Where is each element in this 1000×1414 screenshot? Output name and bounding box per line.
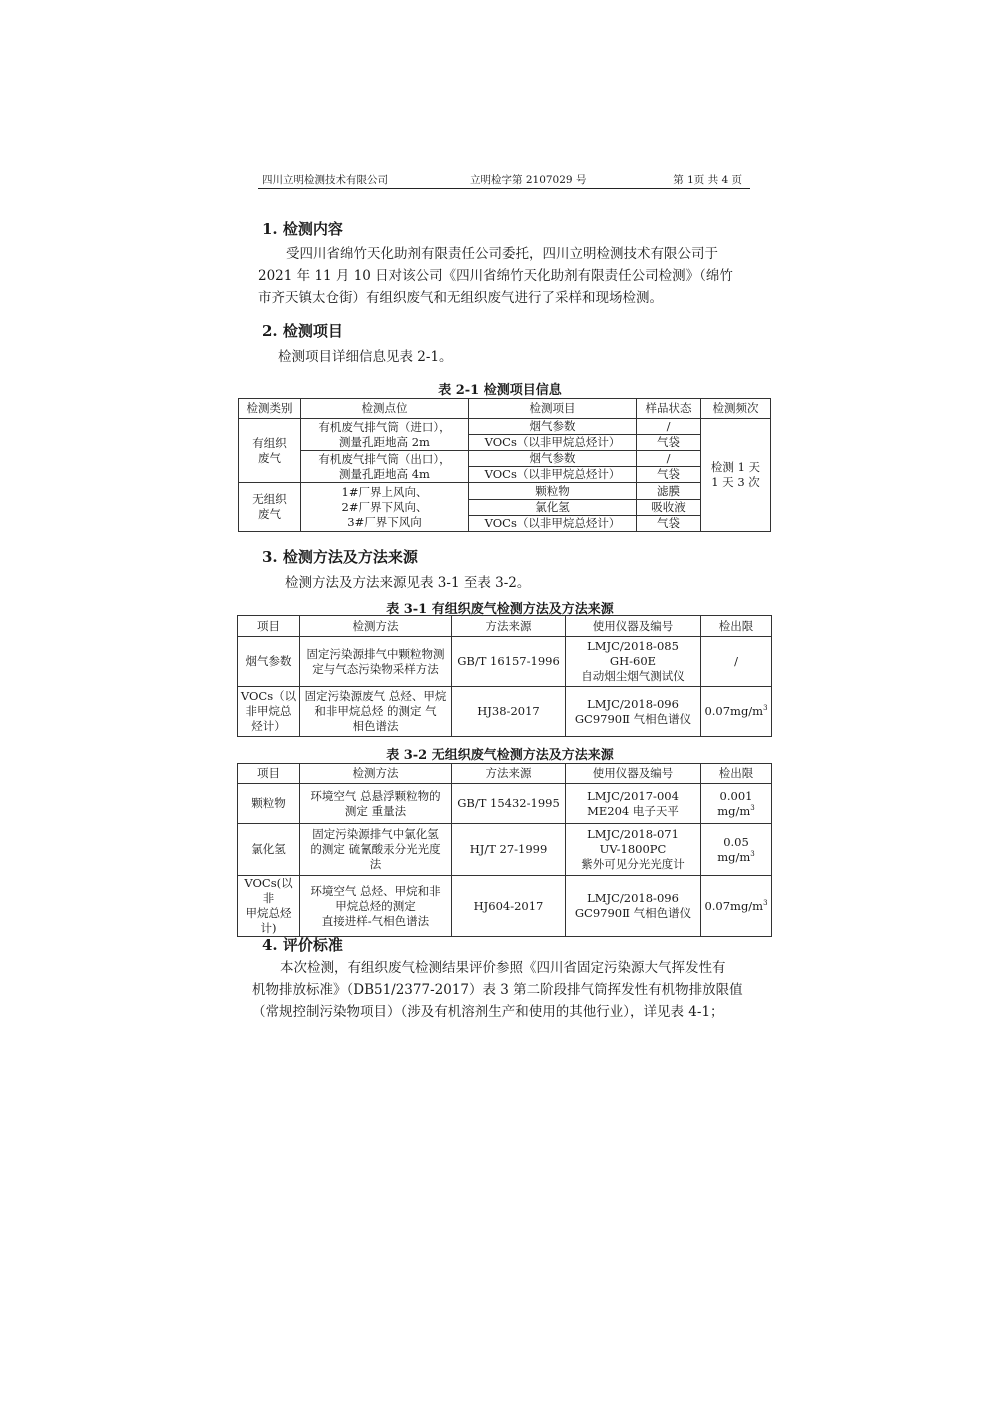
row-source: HJ604-2017 bbox=[452, 876, 566, 937]
item-cell: 颗粒物 bbox=[469, 483, 637, 500]
table-row bbox=[238, 824, 772, 876]
state-cell: / bbox=[637, 451, 701, 467]
header-company: 四川立明检测技术有限公司 bbox=[262, 174, 388, 186]
table-row bbox=[238, 687, 772, 737]
section-1-line: 市齐天镇太仓街）有组织废气和无组织废气进行了采样和现场检测。 bbox=[258, 290, 663, 306]
section-4-body bbox=[252, 957, 772, 1023]
table-header-cell: 检测方法 bbox=[300, 764, 452, 784]
state-cell: / bbox=[637, 419, 701, 435]
row-source: GB/T 15432-1995 bbox=[452, 784, 566, 824]
limit-unit-exponent: 3 bbox=[750, 849, 755, 858]
table-header-cell: 使用仪器及编号 bbox=[566, 764, 701, 784]
point-boundary: 1#厂界上风向、 2#厂界下风向、 3#厂界下风向 bbox=[301, 483, 469, 532]
table-header-cell: 方法来源 bbox=[452, 616, 566, 637]
row-method: 固定污染源排气中颗粒物测 定与气态污染物采样方法 bbox=[300, 637, 452, 687]
item-cell: VOCs（以非甲烷总烃计） bbox=[469, 516, 637, 532]
section-1-line: 2021 年 11 月 10 日对该公司《四川省绵竹天化助剂有限责任公司检测》（绵竹 bbox=[258, 268, 733, 284]
row-instrument: LMJC/2017-004 ME204 电子天平 bbox=[566, 784, 701, 824]
row-instrument: LMJC/2018-096 GC9790Ⅱ 气相色谱仪 bbox=[566, 876, 701, 937]
table-header-cell: 检测点位 bbox=[301, 399, 469, 419]
table-header-cell: 方法来源 bbox=[452, 764, 566, 784]
row-limit: / bbox=[701, 637, 772, 687]
table-3-1 bbox=[237, 615, 772, 737]
table-header-cell: 检测方法 bbox=[300, 616, 452, 637]
limit-unit-exponent: 3 bbox=[763, 704, 768, 713]
frequency-cell: 检测 1 天 1 天 3 次 bbox=[701, 419, 771, 532]
category-organized: 有组织 废气 bbox=[239, 419, 301, 483]
section-3-text: 检测方法及方法来源见表 3-1 至表 3-2。 bbox=[285, 575, 531, 591]
table-header-cell: 检测类别 bbox=[239, 399, 301, 419]
row-source: HJ38-2017 bbox=[452, 687, 566, 737]
row-item: VOCs(以非 甲烷总烃 计) bbox=[238, 876, 300, 937]
limit-value: 0.05 mg/m bbox=[717, 834, 751, 864]
table-header-cell: 检测项目 bbox=[469, 399, 637, 419]
table-header-cell: 检出限 bbox=[701, 764, 772, 784]
section-4-title: 4. 评价标准 bbox=[262, 936, 343, 954]
table-header-cell: 检出限 bbox=[701, 616, 772, 637]
header-page-number: 第 1页 共 4 页 bbox=[673, 174, 742, 186]
row-method: 固定污染源废气 总烃、甲烷 和非甲烷总烃 的测定 气 相色谱法 bbox=[300, 687, 452, 737]
section-4-line: （常规控制污染物项目）（涉及有机溶剂生产和使用的其他行业），详见表 4-1； bbox=[252, 1004, 724, 1020]
section-4-line: 本次检测，有组织废气检测结果评价参照《四川省固定污染源大气挥发性有 bbox=[280, 960, 726, 976]
row-instrument: LMJC/2018-071 UV-1800PC 紫外可见分光光度计 bbox=[566, 824, 701, 876]
point-outlet: 有机废气排气筒（出口）， 测量孔距地高 4m bbox=[301, 451, 469, 483]
section-4-line: 机物排放标准》（DB51/2377-2017）表 3 第二阶段排气筒挥发性有机物排放限值 bbox=[252, 982, 743, 998]
row-source: GB/T 16157-1996 bbox=[452, 637, 566, 687]
row-instrument: LMJC/2018-085 GH-60E 自动烟尘烟气测试仪 bbox=[566, 637, 701, 687]
section-1-title: 1. 检测内容 bbox=[262, 220, 343, 238]
row-item: 烟气参数 bbox=[238, 637, 300, 687]
limit-value: 0.001 mg/m bbox=[717, 788, 753, 818]
table-header-cell: 使用仪器及编号 bbox=[566, 616, 701, 637]
row-limit bbox=[701, 784, 772, 824]
limit-unit-exponent: 3 bbox=[763, 898, 768, 907]
table-3-1-caption: 表 3-1 有组织废气检测方法及方法来源 bbox=[386, 602, 614, 617]
category-unorganized: 无组织 废气 bbox=[239, 483, 301, 532]
limit-value: 0.07mg/m bbox=[704, 704, 764, 718]
page-header bbox=[258, 172, 750, 189]
table-2-1-caption: 表 2-1 检测项目信息 bbox=[438, 383, 562, 398]
row-limit bbox=[701, 824, 772, 876]
table-3-2-caption: 表 3-2 无组织废气检测方法及方法来源 bbox=[386, 748, 614, 763]
state-cell: 滤膜 bbox=[637, 483, 701, 500]
state-cell: 气袋 bbox=[637, 516, 701, 532]
row-item: VOCs（以 非甲烷总 烃计） bbox=[238, 687, 300, 737]
header-report-number: 立明检字第 2107029 号 bbox=[470, 174, 587, 186]
row-method: 环境空气 总悬浮颗粒物的 测定 重量法 bbox=[300, 784, 452, 824]
section-1-line: 受四川省绵竹天化助剂有限责任公司委托，四川立明检测技术有限公司于 bbox=[286, 246, 718, 262]
table-header-cell: 检测频次 bbox=[701, 399, 771, 419]
row-source: HJ/T 27-1999 bbox=[452, 824, 566, 876]
table-header-cell: 样品状态 bbox=[637, 399, 701, 419]
row-instrument: LMJC/2018-096 GC9790Ⅱ 气相色谱仪 bbox=[566, 687, 701, 737]
row-limit bbox=[701, 687, 772, 737]
limit-value: 0.07mg/m bbox=[704, 898, 764, 913]
section-1-body bbox=[258, 243, 758, 309]
section-2-title: 2. 检测项目 bbox=[262, 322, 343, 340]
table-row bbox=[238, 637, 772, 687]
table-3-2 bbox=[237, 763, 772, 937]
item-cell: 烟气参数 bbox=[469, 451, 637, 467]
row-limit bbox=[701, 876, 772, 937]
state-cell: 气袋 bbox=[637, 435, 701, 451]
state-cell: 气袋 bbox=[637, 467, 701, 483]
item-cell: VOCs（以非甲烷总烃计） bbox=[469, 467, 637, 483]
item-cell: 烟气参数 bbox=[469, 419, 637, 435]
table-header-cell: 项目 bbox=[238, 616, 300, 637]
limit-unit-exponent: 3 bbox=[750, 803, 755, 812]
row-item: 颗粒物 bbox=[238, 784, 300, 824]
table-row bbox=[238, 876, 772, 937]
row-method: 环境空气 总烃、甲烷和非 甲烷总烃的测定 直接进样-气相色谱法 bbox=[300, 876, 452, 937]
item-cell: VOCs（以非甲烷总烃计） bbox=[469, 435, 637, 451]
row-item: 氯化氢 bbox=[238, 824, 300, 876]
point-inlet: 有机废气排气筒（进口）， 测量孔距地高 2m bbox=[301, 419, 469, 451]
section-2-text: 检测项目详细信息见表 2-1。 bbox=[278, 349, 453, 365]
section-3-title: 3. 检测方法及方法来源 bbox=[262, 548, 418, 566]
item-cell: 氯化氢 bbox=[469, 500, 637, 516]
table-header-cell: 项目 bbox=[238, 764, 300, 784]
state-cell: 吸收液 bbox=[637, 500, 701, 516]
table-2-1 bbox=[238, 398, 771, 532]
row-method: 固定污染源排气中氯化氢 的测定 硫氰酸汞分光光度 法 bbox=[300, 824, 452, 876]
table-row bbox=[238, 784, 772, 824]
